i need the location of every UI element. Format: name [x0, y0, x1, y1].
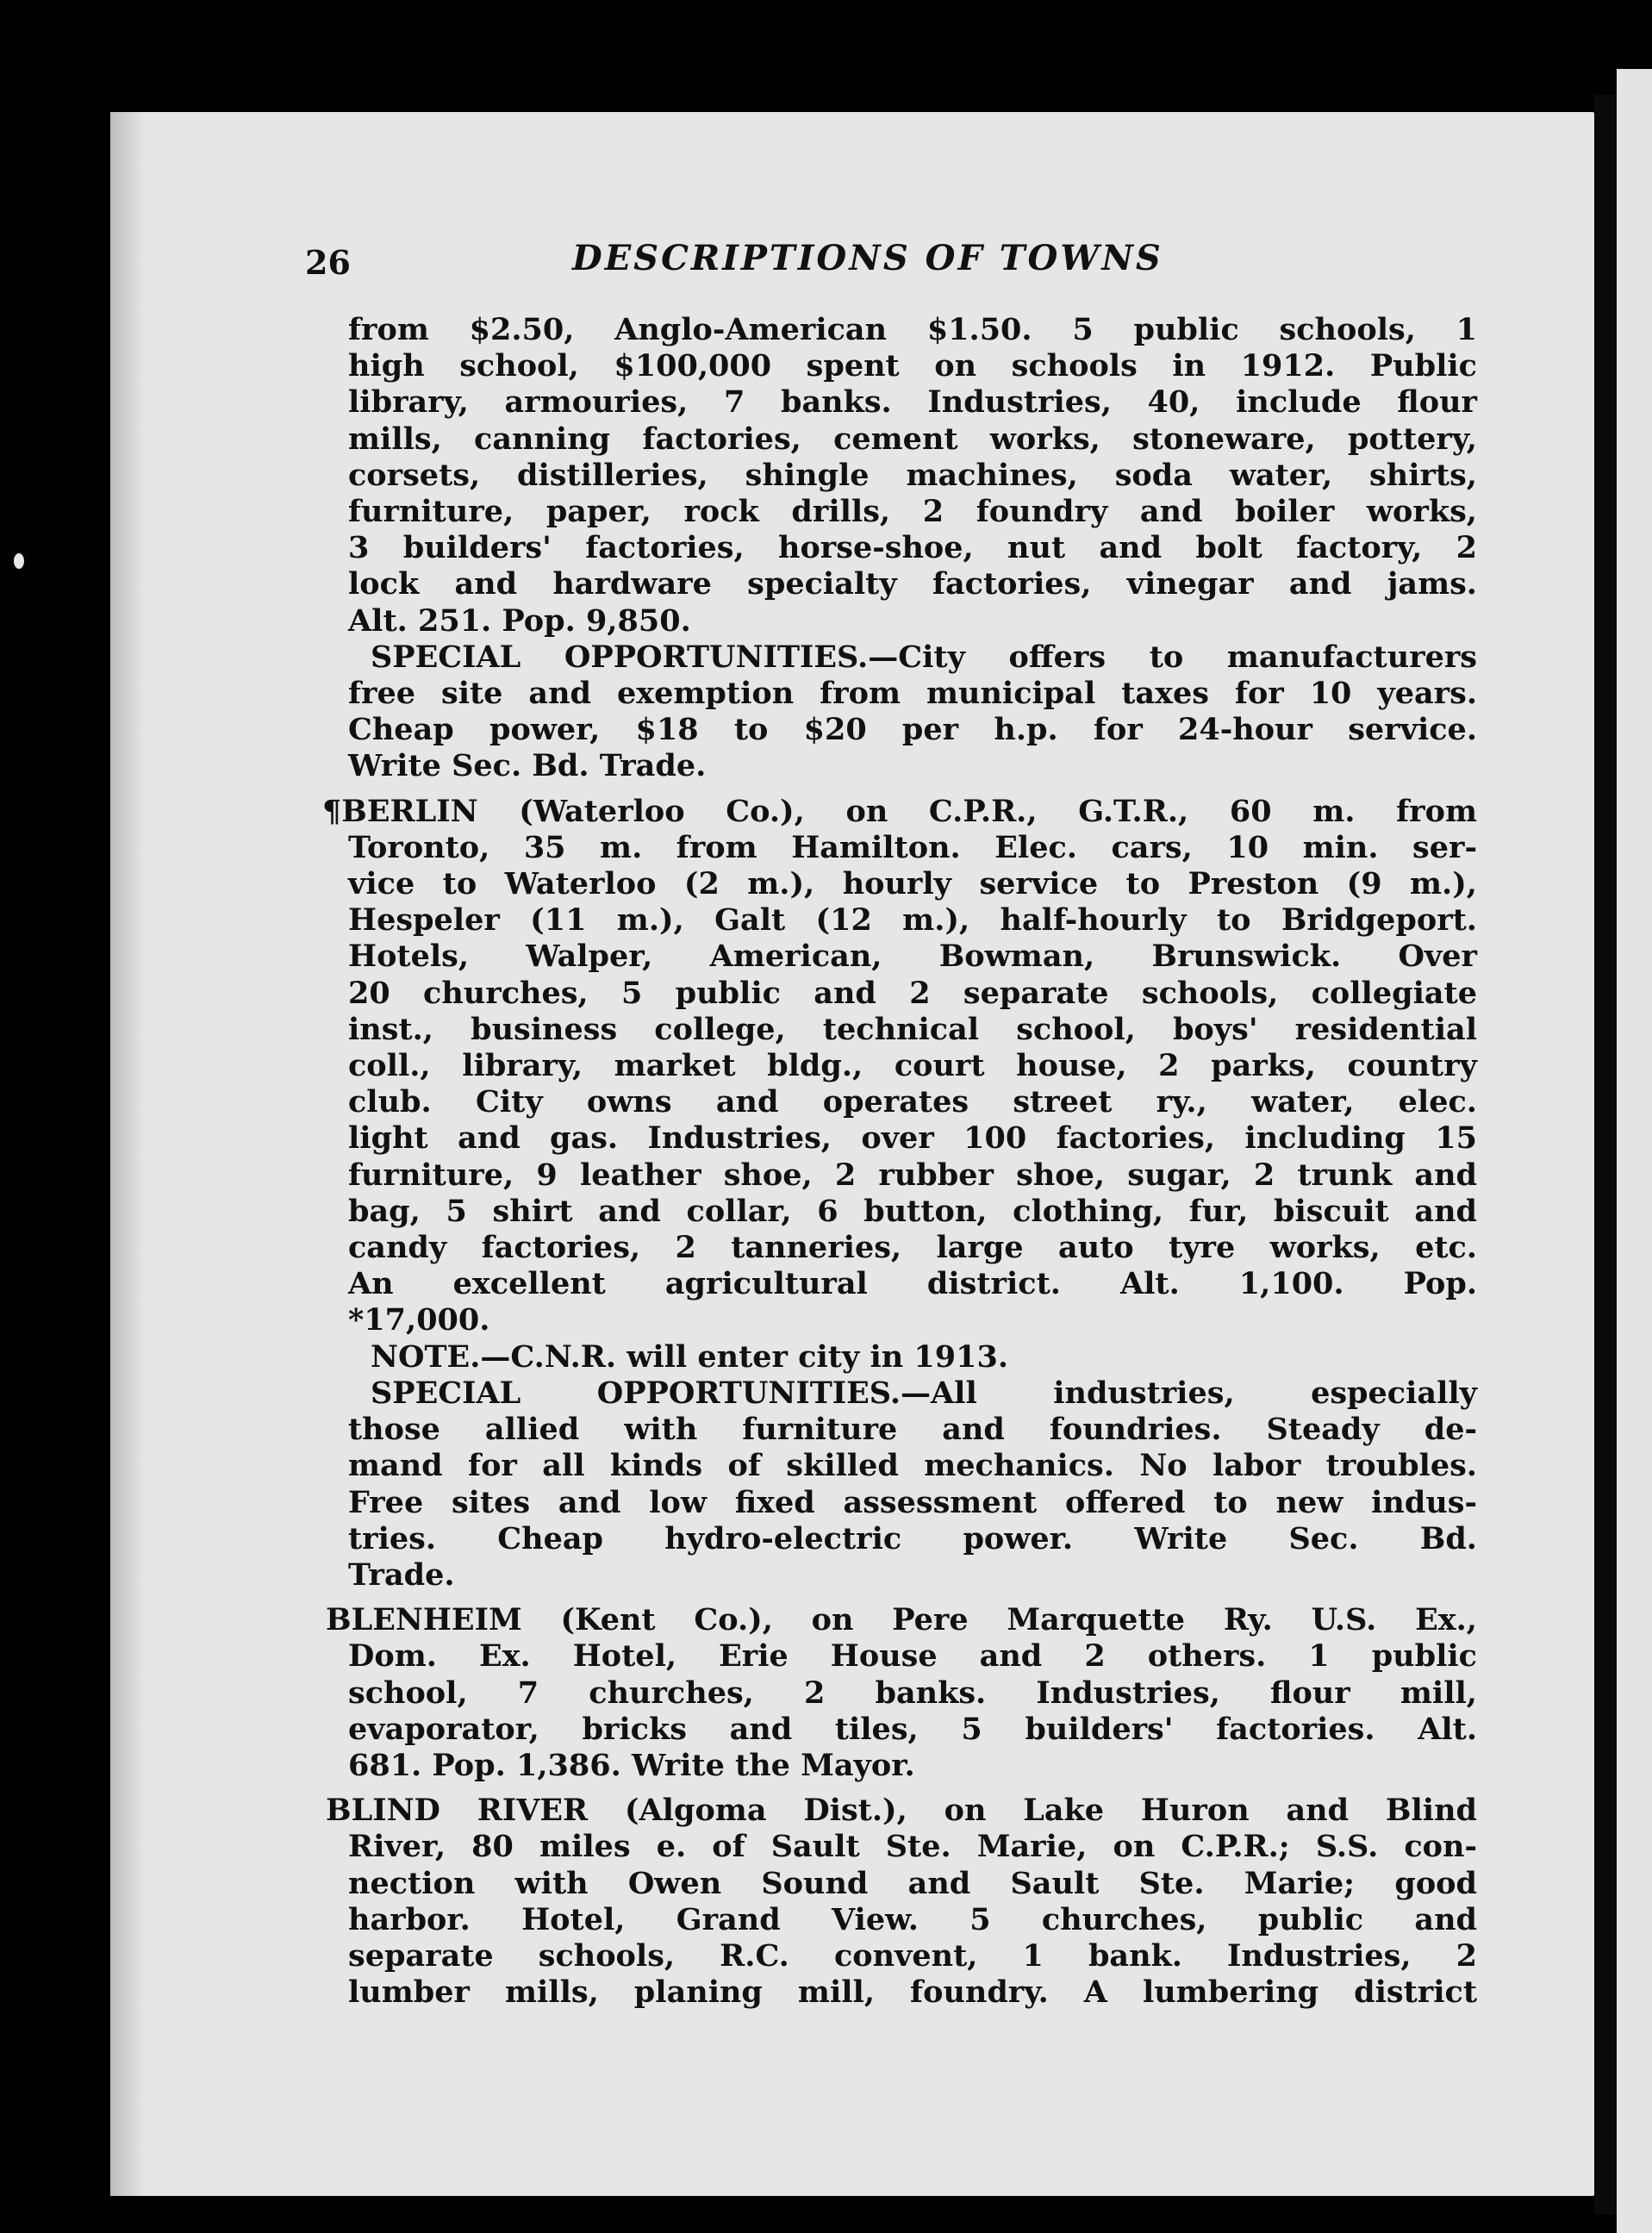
text-line: bag, 5 shirt and collar, 6 button, clothing, fur, biscuit and — [348, 1193, 1477, 1229]
text-line: harbor. Hotel, Grand View. 5 churches, public and — [348, 1901, 1477, 1937]
text-line: 20 churches, 5 public and 2 separate schools, collegiate — [348, 975, 1477, 1011]
text-line: free site and exemption from municipal taxes for 10 years. — [348, 676, 1477, 712]
text-line: candy factories, 2 tanneries, large auto tyre works, etc. — [348, 1230, 1477, 1266]
page-header — [305, 238, 1182, 295]
entry-heading-blenheim: BLENHEIM (Kent Co.), on Pere Marquette Ry. U.S. Ex., — [326, 1602, 1477, 1638]
facing-page-edge — [1617, 69, 1652, 2233]
body-text — [322, 312, 1477, 2011]
text-line: club. City owns and operates street ry., water, elec. — [348, 1084, 1477, 1120]
text-line: Alt. 251. Pop. 9,850. — [348, 602, 691, 639]
text-line: *17,000. — [348, 1302, 490, 1338]
text-line: coll., library, market bldg., court house, 2 parks, country — [348, 1048, 1477, 1084]
page-number: 26 — [305, 243, 351, 282]
text-line: 681. Pop. 1,386. Write the Mayor. — [348, 1747, 915, 1783]
entry-heading-berlin: ¶BERLIN (Waterloo Co.), on C.P.R., G.T.R., 60 m. from — [322, 793, 1477, 829]
text-line: Hotels, Walper, American, Bowman, Brunswick. Over — [348, 939, 1477, 975]
text-line: Hespeler (11 m.), Galt (12 m.), half-hourly to Bridgeport. — [348, 902, 1477, 939]
text-line: 3 builders' factories, horse-shoe, nut and bolt factory, 2 — [348, 530, 1477, 566]
text-line: those allied with furniture and foundries. Steady de- — [348, 1412, 1477, 1448]
text-line: inst., business college, technical school, boys' residential — [348, 1011, 1477, 1047]
book-page — [110, 112, 1594, 2196]
text-line: Write Sec. Bd. Trade. — [348, 748, 707, 784]
text-line: mills, canning factories, cement works, stoneware, pottery, — [348, 421, 1477, 457]
text-line: school, 7 churches, 2 banks. Industries, flour mill, — [348, 1675, 1477, 1711]
text-line: furniture, paper, rock drills, 2 foundry and boiler works, — [348, 494, 1477, 530]
text-line: evaporator, bricks and tiles, 5 builders' factories. Alt. — [348, 1711, 1477, 1747]
entry-heading-blind-river: BLIND RIVER (Algoma Dist.), on Lake Huron and Blind — [326, 1793, 1477, 1829]
text-line: from $2.50, Anglo-American $1.50. 5 public schools, 1 — [348, 312, 1477, 347]
text-line: lumber mills, planing mill, foundry. A lumbering district — [348, 1974, 1477, 2011]
text-line: An excellent agricultural district. Alt. 1,100. Pop. — [348, 1266, 1477, 1302]
text-line: Toronto, 35 m. from Hamilton. Elec. cars, 10 min. ser- — [348, 829, 1477, 865]
text-line: River, 80 miles e. of Sault Ste. Marie, on C.P.R.; S.S. con- — [348, 1829, 1477, 1865]
text-line: separate schools, R.C. convent, 1 bank. Industries, 2 — [348, 1937, 1477, 1974]
scan-speck — [14, 553, 24, 569]
text-line: vice to Waterloo (2 m.), hourly service to Preston (9 m.), — [348, 866, 1477, 902]
text-line: lock and hardware specialty factories, vinegar and jams. — [348, 566, 1477, 602]
running-head: DESCRIPTIONS OF TOWNS — [572, 238, 1163, 278]
text-line: Cheap power, $18 to $20 per h.p. for 24-hour service. — [348, 712, 1477, 748]
text-line: mand for all kinds of skilled mechanics. No labor troubles. — [348, 1448, 1477, 1484]
text-line: nection with Owen Sound and Sault Ste. Marie; good — [348, 1865, 1477, 1901]
text-line: library, armouries, 7 banks. Industries, 40, include flour — [348, 384, 1477, 421]
text-line: corsets, distilleries, shingle machines, soda water, shirts, — [348, 457, 1477, 493]
text-line: Dom. Ex. Hotel, Erie House and 2 others. 1 public — [348, 1638, 1477, 1675]
special-opportunities-heading: SPECIAL OPPORTUNITIES.—All industries, especially — [371, 1375, 1477, 1411]
special-opportunities-heading: SPECIAL OPPORTUNITIES.—City offers to manufacturers — [371, 639, 1477, 675]
text-line: Trade. — [348, 1556, 455, 1593]
text-line: furniture, 9 leather shoe, 2 rubber shoe, sugar, 2 trunk and — [348, 1157, 1477, 1193]
text-line: tries. Cheap hydro-electric power. Write Sec. Bd. — [348, 1520, 1477, 1556]
text-line: high school, $100,000 spent on schools in 1912. Public — [348, 348, 1477, 384]
text-line: light and gas. Industries, over 100 factories, including 15 — [348, 1120, 1477, 1157]
note-line: NOTE.—C.N.R. will enter city in 1913. — [371, 1338, 1009, 1375]
text-line: Free sites and low fixed assessment offered to new indus- — [348, 1484, 1477, 1520]
